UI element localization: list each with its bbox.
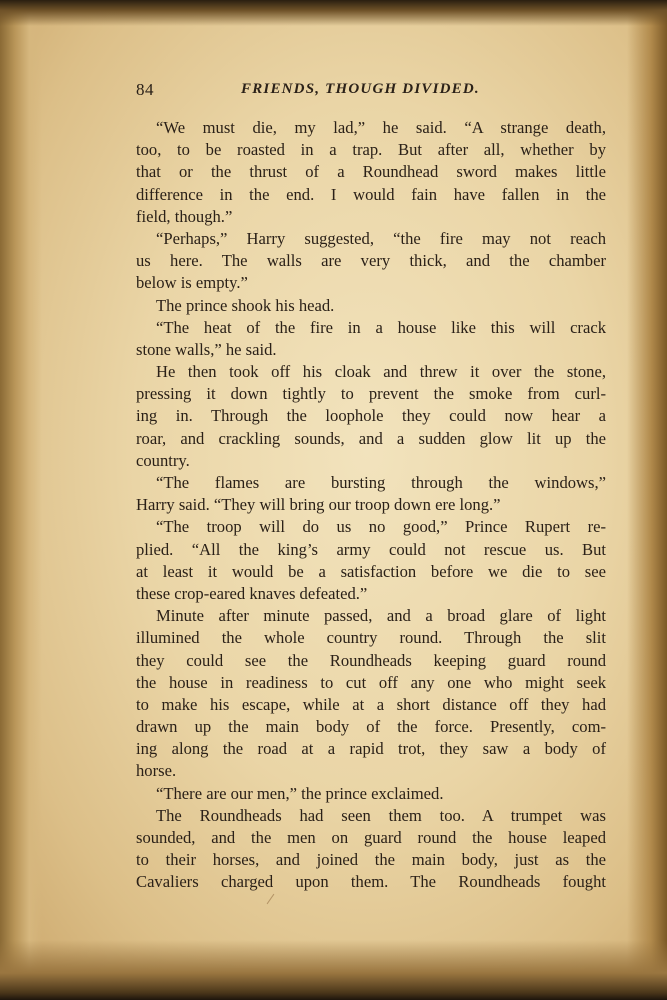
text-line: difference in the end. I would fain have fallen in the [136, 184, 606, 204]
page-header [136, 80, 606, 102]
text-line: “We must die, my lad,” he said. “A strange death, [156, 118, 606, 137]
body-text [136, 117, 606, 894]
text-line: country. [136, 450, 190, 470]
text-line: Minute after minute passed, and a broad glare of light [156, 606, 606, 626]
text-line: plied. “All the king’s army could not rescue us. But [136, 539, 606, 559]
text-line: at least it would be a satisfaction before we die to see [136, 561, 606, 581]
text-line: illumined the whole country round. Through the slit [136, 628, 606, 648]
page-top-edge [0, 0, 667, 26]
text-line: that or the thrust of a Roundhead sword makes little [136, 162, 606, 182]
text-line: ing in. Through the loophole they could now hear a [136, 406, 606, 426]
page-number: 84 [136, 80, 154, 99]
page-bottom-edge [0, 940, 667, 1000]
text-line: too, to be roasted in a trap. But after all, whether by [136, 140, 606, 160]
page-right-edge [627, 0, 667, 1000]
text-line: us here. The walls are very thick, and the chamber [136, 251, 606, 271]
text-line: “The flames are bursting through the windows,” [156, 473, 606, 492]
text-line: the house in readiness to cut off any one who might seek [136, 672, 606, 692]
text-line: He then took off his cloak and threw it over the stone, [156, 362, 606, 382]
text-line: “The heat of the fire in a house like this will crack [156, 317, 606, 337]
text-line: Harry said. “They will bring our troop down ere long.” [136, 495, 501, 515]
text-line: pressing it down tightly to prevent the smoke from curl- [136, 384, 606, 404]
text-line: drawn up the main body of the force. Presently, com- [136, 717, 606, 737]
text-line: ing along the road at a rapid trot, they saw a body of [136, 739, 606, 759]
text-line: The Roundheads had seen them too. A trumpet was [156, 805, 606, 825]
text-line: they could see the Roundheads keeping guard round [136, 650, 606, 670]
text-line: Cavaliers charged upon them. The Roundheads fought [136, 872, 606, 892]
text-line: “The troop will do us no good,” Prince Rupert re- [156, 517, 606, 537]
text-line: The prince shook his head. [156, 295, 335, 315]
text-line: horse. [136, 761, 177, 781]
text-line: “There are our men,” the prince exclaimed. [156, 783, 444, 803]
page-left-edge [0, 0, 42, 1000]
text-line: stone walls,” he said. [136, 339, 277, 359]
text-line: to their horses, and joined the main body, just as the [136, 850, 606, 870]
text-line: to make his escape, while at a short distance off they had [136, 694, 606, 714]
text-line: sounded, and the men on guard round the house leaped [136, 828, 606, 847]
text-line: roar, and crackling sounds, and a sudden glow lit up the [136, 428, 606, 448]
running-title: FRIENDS, THOUGH DIVIDED. [241, 81, 480, 97]
pencil-mark [267, 894, 275, 904]
text-line: below is empty.” [136, 273, 248, 293]
text-line: these crop-eared knaves defeated.” [136, 583, 368, 603]
text-line: field, though.” [136, 206, 233, 226]
text-line: “Perhaps,” Harry suggested, “the fire may not reach [156, 228, 606, 248]
